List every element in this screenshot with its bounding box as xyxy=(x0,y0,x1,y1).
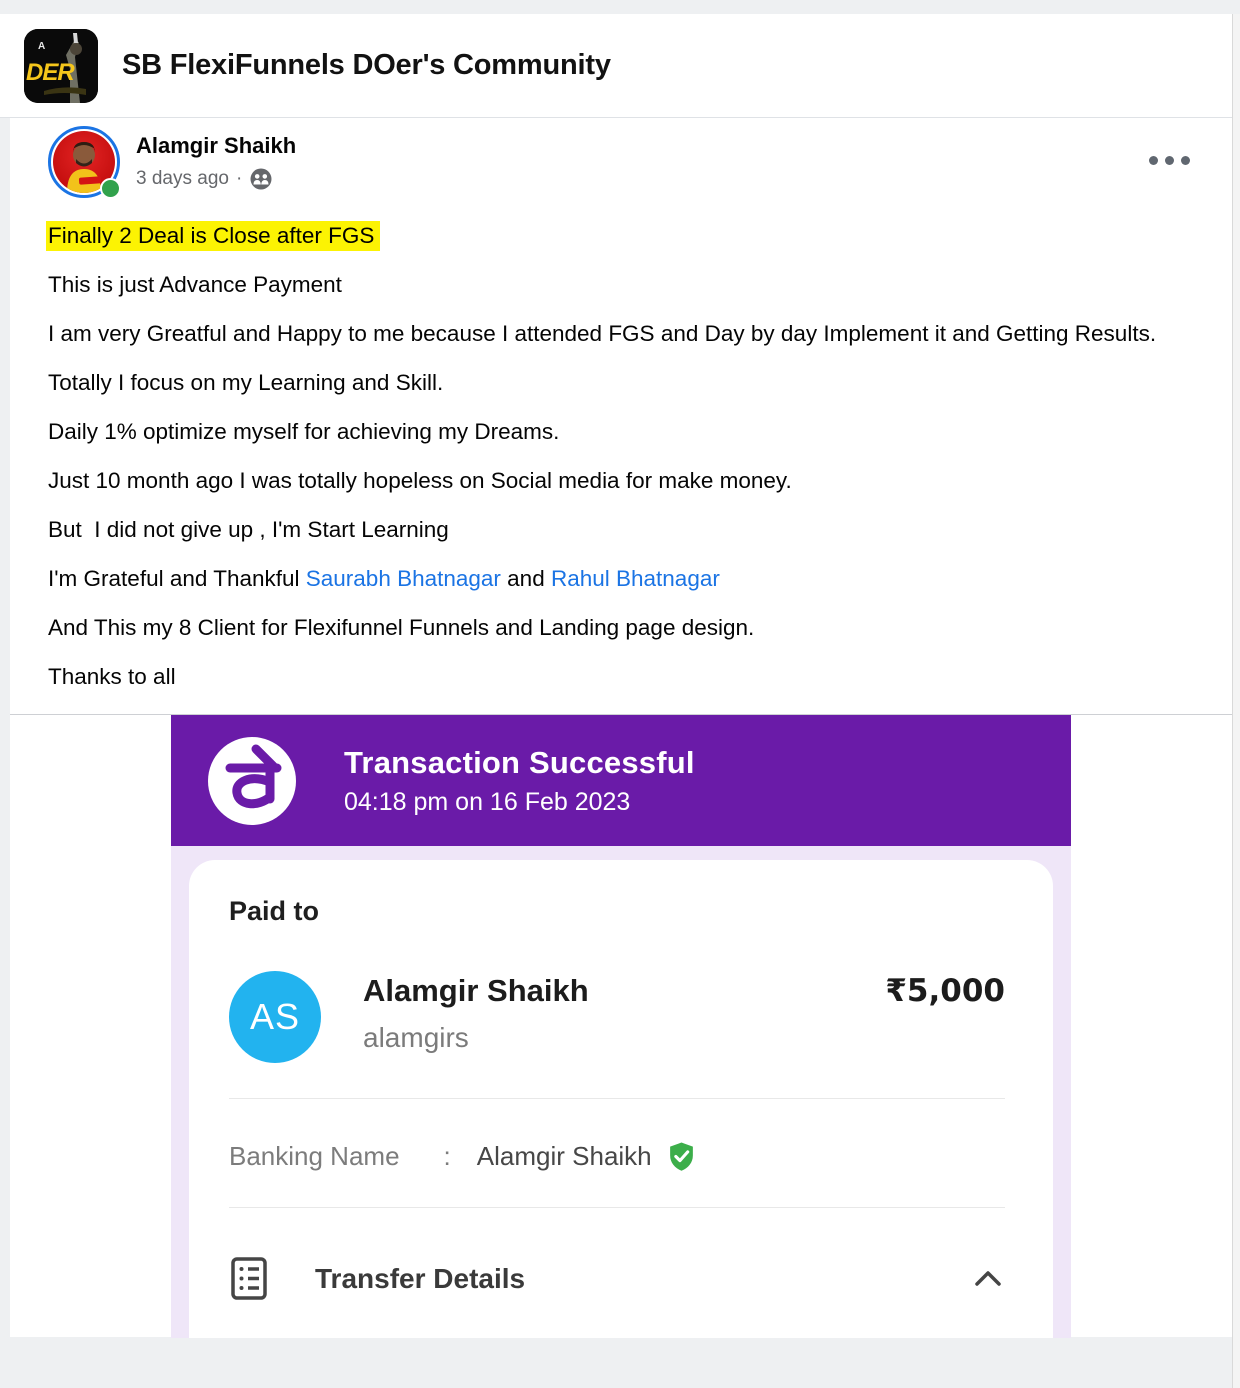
divider xyxy=(229,1207,1005,1208)
logo-small-text: A xyxy=(38,40,46,52)
online-status-dot xyxy=(100,178,121,199)
phonepe-body xyxy=(171,846,1071,1338)
phonepe-logo-icon xyxy=(208,737,296,825)
phonepe-header-text xyxy=(344,745,695,817)
banking-name-label: Banking Name xyxy=(229,1141,400,1171)
phonepe-screenshot xyxy=(171,715,1071,1338)
paid-to-label: Paid to xyxy=(229,896,320,926)
payee-name: Alamgir Shaikh xyxy=(363,973,589,1008)
meta-separator: · xyxy=(235,168,243,189)
transaction-timestamp: 04:18 pm on 16 Feb 2023 xyxy=(344,787,631,816)
post-header xyxy=(10,118,1232,198)
verified-shield-icon xyxy=(666,1141,697,1172)
post-line: Daily 1% optimize myself for achieving my Dreams. xyxy=(48,419,560,444)
payee-initials-avatar: AS xyxy=(229,971,321,1063)
transaction-status: Transaction Successful xyxy=(344,744,695,780)
post-line-highlighted xyxy=(48,218,1192,254)
divider xyxy=(229,1098,1005,1099)
highlighted-text: Finally 2 Deal is Close after FGS xyxy=(46,221,380,251)
post-line: This is just Advance Payment xyxy=(48,272,342,297)
author-name[interactable]: Alamgir Shaikh xyxy=(136,133,297,158)
payee-info xyxy=(363,971,589,1054)
post-line: Thanks to all xyxy=(48,664,176,689)
mention-link-saurabh[interactable]: Saurabh Bhatnagar xyxy=(305,566,501,591)
post-text xyxy=(10,198,1232,714)
post-card xyxy=(10,118,1232,1337)
transaction-amount: ₹5,000 xyxy=(885,973,1005,1009)
transfer-details-list-icon xyxy=(229,1256,269,1301)
scrollbar-track[interactable] xyxy=(1232,14,1240,1388)
ellipsis-icon xyxy=(1149,156,1158,165)
transfer-details-row xyxy=(229,1256,1005,1301)
logo-text: DER xyxy=(26,58,74,86)
group-privacy-icon xyxy=(249,167,273,191)
post-line: But I did not give up , I'm Start Learning xyxy=(48,517,449,542)
phonepe-receipt-card xyxy=(189,860,1053,1338)
post-meta-line xyxy=(136,167,296,191)
post-line: Totally I focus on my Learning and Skill. xyxy=(48,370,444,395)
post-line-gratitude: I'm Grateful and Thankful Saurabh Bhatnagar and Rahul Bhatnagar xyxy=(48,566,720,591)
author-avatar[interactable] xyxy=(48,126,120,198)
banking-name-colon: : xyxy=(443,1141,451,1171)
mention-link-rahul[interactable]: Rahul Bhatnagar xyxy=(550,566,720,591)
chevron-up-icon xyxy=(974,1270,1005,1287)
post-timestamp[interactable]: 3 days ago xyxy=(136,168,229,189)
post-line: And This my 8 Client for Flexifunnel Funnels and Landing page design. xyxy=(48,615,755,640)
post-image-attachment[interactable] xyxy=(10,714,1232,1337)
phonepe-header xyxy=(171,715,1071,846)
payee-row xyxy=(229,971,1005,1063)
group-title[interactable]: SB FlexiFunnels DOer's Community xyxy=(122,49,611,81)
post-line: Just 10 month ago I was totally hopeless on Social media for make money. xyxy=(48,468,792,493)
banking-name-row xyxy=(229,1141,1005,1172)
banking-name-value: Alamgir Shaikh xyxy=(476,1141,652,1171)
payee-upi-id: alamgirs xyxy=(363,1022,469,1053)
post-menu-button[interactable] xyxy=(1143,150,1196,171)
post-meta-block xyxy=(136,126,296,198)
post-line: I am very Greatful and Happy to me because I attended FGS and Day by day Implement it and Getting Results. xyxy=(48,321,1157,346)
group-logo[interactable] xyxy=(24,29,98,103)
transfer-details-label: Transfer Details xyxy=(315,1262,526,1294)
group-header xyxy=(0,14,1232,118)
